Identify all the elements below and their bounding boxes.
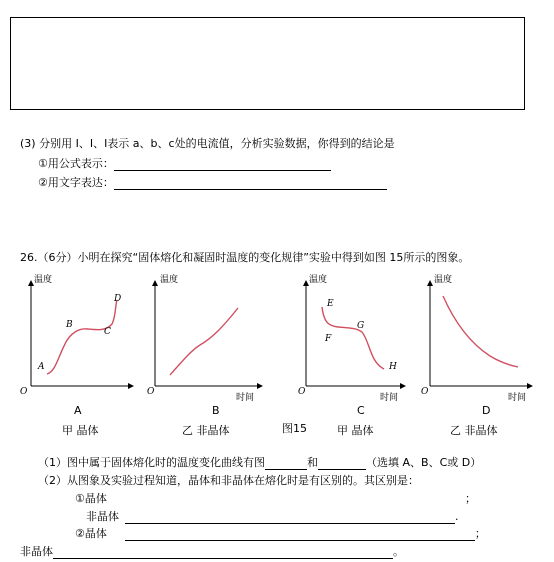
graph-c-curve	[322, 307, 384, 369]
graph-d-curve	[443, 296, 518, 367]
crystal2-semicolon: ；	[474, 527, 486, 540]
graph-a-curve	[47, 300, 117, 374]
text-blank[interactable]	[114, 179, 387, 190]
graph-b-curve	[170, 308, 238, 375]
crystal1-semicolon: ；	[465, 492, 476, 505]
graph-a-point-b: B	[66, 320, 73, 330]
formula-row	[38, 155, 331, 171]
graph-d-ylabel: 温度	[434, 275, 453, 285]
graph-b-caption: 乙 非晶体	[182, 424, 230, 437]
crystal1-label: ①晶体	[75, 492, 107, 505]
graph-c-origin: O	[298, 387, 306, 397]
graph-d-origin: O	[421, 387, 429, 397]
amorphous1-blank[interactable]	[125, 513, 455, 524]
crystal2-blank[interactable]	[125, 530, 475, 541]
graph-b-letter: B	[212, 404, 220, 417]
graph-a-ylabel: 温度	[34, 275, 53, 285]
sub2-text: （2）从图象及实验过程知道，晶体和非晶体在熔化时是有区别的。其区别是：	[38, 474, 419, 487]
text-label: ②用文字表达：	[38, 176, 114, 189]
formula-blank[interactable]	[114, 160, 331, 171]
sub1-tail: （选填 A、B、C或 D）	[366, 456, 482, 469]
graph-a-point-d: D	[114, 294, 122, 304]
graph-c-ylabel: 温度	[309, 275, 328, 285]
graph-b-origin: O	[147, 387, 155, 397]
graph-c-xlabel: 时间	[380, 393, 399, 403]
sub1-blank-2[interactable]	[318, 459, 366, 470]
graph-c-point-h: H	[389, 362, 397, 372]
graph-c	[298, 273, 405, 403]
graph-d-caption: 乙 非晶体	[450, 424, 498, 437]
graph-a-point-c: C	[104, 327, 111, 337]
graph-a-caption: 甲 晶体	[62, 424, 99, 437]
end-mark: 。	[393, 545, 404, 558]
graph-a-letter: A	[74, 404, 82, 417]
graph-a-origin: O	[20, 387, 28, 397]
graph-c-point-f: F	[325, 334, 332, 344]
amorphous1-period: .	[455, 510, 459, 523]
graph-b-ylabel: 温度	[160, 275, 179, 285]
graph-a-point-a: A	[38, 362, 45, 372]
sub1-text: （1）图中属于固体熔化时的温度变化曲线有图	[38, 456, 265, 469]
formula-label: ①用公式表示：	[38, 157, 114, 170]
amorphous2-label: 非晶体	[20, 545, 53, 558]
sub1-and: 和	[307, 456, 318, 469]
answer-box	[10, 17, 525, 110]
q3-line: (3) 分别用 I、I、I表示 a、b、c处的电流值，分析实验数据，你得到的结论是	[20, 137, 395, 150]
graph-c-point-g: G	[357, 321, 365, 331]
graph-d-letter: D	[482, 404, 491, 417]
graph-d-xlabel: 时间	[508, 393, 527, 403]
graph-c-caption: 甲 晶体	[337, 424, 374, 437]
figure-label: 图15	[282, 422, 307, 435]
figure-15	[0, 268, 554, 438]
graph-b-xlabel: 时间	[236, 393, 255, 403]
graph-c-letter: C	[357, 404, 365, 417]
graph-c-point-e: E	[327, 299, 334, 309]
sub1-row	[38, 454, 481, 470]
amorphous1-row	[86, 508, 459, 524]
amorphous1-label: 非晶体	[86, 510, 119, 523]
q26-title: 26.（6分）小明在探究“固体熔化和凝固时温度的变化规律”实验中得到如图 15所示的图象。	[20, 251, 470, 264]
crystal2-label: ②晶体	[75, 527, 107, 540]
graph-a	[20, 273, 133, 397]
amorphous2-blank[interactable]	[53, 548, 393, 559]
sub1-blank-1[interactable]	[265, 459, 307, 470]
amorphous2-row	[20, 543, 404, 559]
text-row	[38, 174, 387, 190]
crystal2-row	[75, 525, 486, 541]
graph-b	[147, 273, 262, 403]
graph-d	[421, 273, 532, 403]
